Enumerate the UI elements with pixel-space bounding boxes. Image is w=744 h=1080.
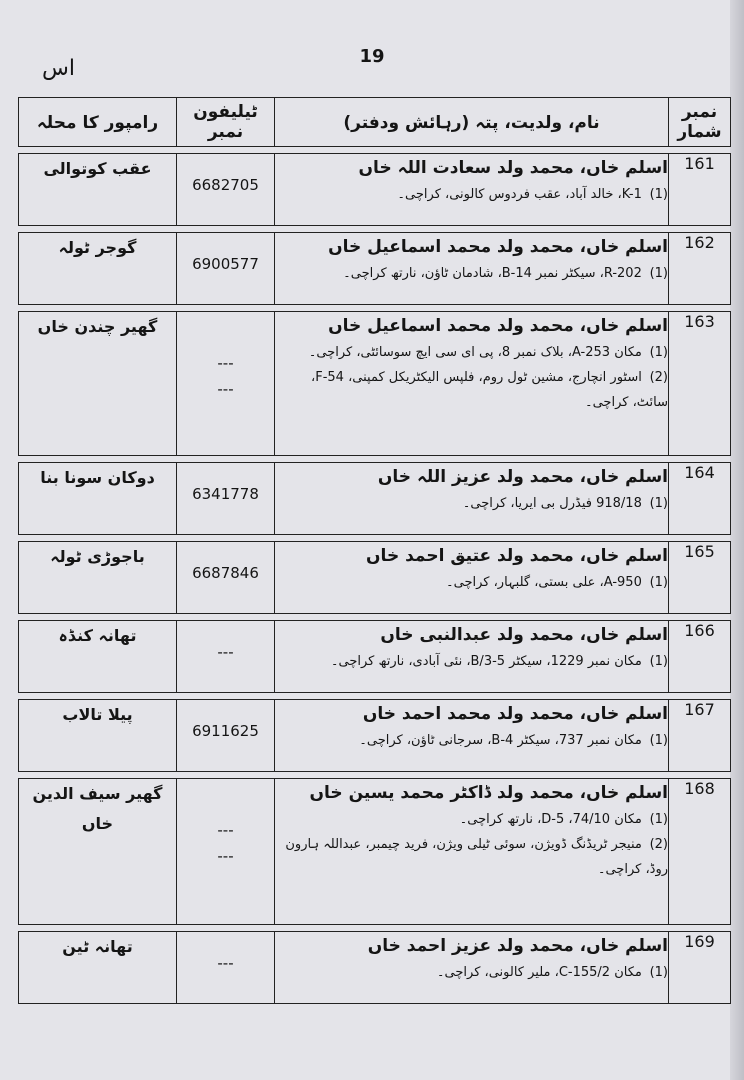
entry-details — [275, 463, 669, 535]
spacer-cell — [177, 305, 275, 312]
entry-details — [275, 312, 669, 456]
spacer-cell — [177, 535, 275, 542]
serial-number: 165 — [669, 542, 731, 614]
address-index: (1) — [649, 965, 668, 980]
address-line — [275, 960, 668, 985]
address-text: A-950، علی بستی، گلبہار، کراچی۔ — [446, 575, 642, 590]
spacer-cell — [669, 693, 731, 700]
telephone-cell — [177, 233, 275, 305]
header-mohalla: رامپور کا محلہ — [19, 98, 177, 147]
table-row — [19, 542, 731, 614]
address-text: اسٹور انچارج، مشین ٹول روم، فلپس الیکٹریکل کمپنی، F-54، سائٹ، کراچی۔ — [311, 370, 668, 410]
telephone-cell — [177, 154, 275, 226]
person-name: اسلم خاں، محمد ولد عزیز احمد خاں — [367, 936, 668, 956]
telephone-number: --- — [217, 821, 234, 839]
row-spacer — [19, 925, 731, 932]
spacer-cell — [669, 614, 731, 621]
spacer-cell — [669, 147, 731, 154]
spacer-cell — [19, 693, 177, 700]
address-index: (1) — [649, 575, 668, 590]
rampur-mohalla: گھیر چندن خاں — [19, 312, 177, 456]
spacer-cell — [275, 456, 669, 463]
serial-number: 161 — [669, 154, 731, 226]
telephone-number: 6900577 — [192, 255, 259, 273]
address-line — [275, 491, 668, 516]
person-name: اسلم خاں، محمد ولد محمد اسماعیل خاں — [328, 237, 668, 257]
address-text: مکان نمبر 1229، سیکٹر B/3-5، نئی آبادی، نارتھ کراچی۔ — [330, 654, 642, 669]
spacer-cell — [19, 925, 177, 932]
telephone-number: 6687846 — [192, 564, 259, 582]
row-spacer — [19, 772, 731, 779]
table-row — [19, 463, 731, 535]
address-line — [275, 728, 668, 753]
spacer-cell — [669, 226, 731, 233]
row-spacer — [19, 456, 731, 463]
person-name: اسلم خاں، محمد ولد عزیز اللہ خاں — [377, 467, 668, 487]
address-index: (1) — [649, 496, 668, 511]
address-line — [275, 807, 668, 832]
spacer-cell — [19, 147, 177, 154]
spacer-cell — [19, 772, 177, 779]
person-name: اسلم خاں، محمد ولد عبدالنبی خاں — [380, 625, 668, 645]
spacer-cell — [177, 925, 275, 932]
telephone-cell — [177, 779, 275, 925]
person-name: اسلم خاں، محمد ولد محمد اسماعیل خاں — [328, 316, 668, 336]
telephone-number: --- — [217, 954, 234, 972]
entry-details — [275, 700, 669, 772]
serial-number: 168 — [669, 779, 731, 925]
row-spacer — [19, 693, 731, 700]
telephone-cell — [177, 932, 275, 1004]
telephone-number: --- — [217, 380, 234, 398]
header-name: نام، ولدیت، پتہ (رہائش ودفتر) — [275, 98, 669, 147]
spacer-cell — [275, 772, 669, 779]
rampur-mohalla: گوجر ٹولہ — [19, 233, 177, 305]
spacer-cell — [669, 305, 731, 312]
rampur-mohalla: گھیر سیف الدین خاں — [19, 779, 177, 925]
corner-label: اس — [42, 56, 75, 81]
rampur-mohalla: پیلا تالاب — [19, 700, 177, 772]
entry-details — [275, 542, 669, 614]
address-index: (1) — [649, 654, 668, 669]
rampur-mohalla: تھانہ ٹین — [19, 932, 177, 1004]
directory-table — [18, 97, 731, 1004]
telephone-cell — [177, 312, 275, 456]
spacer-cell — [275, 614, 669, 621]
table-row — [19, 700, 731, 772]
row-spacer — [19, 614, 731, 621]
entry-details — [275, 779, 669, 925]
telephone-cell — [177, 621, 275, 693]
serial-number: 167 — [669, 700, 731, 772]
address-text: مکان A-253، بلاک نمبر 8، پی ای سی ایچ سوسائٹی، کراچی۔ — [308, 345, 642, 360]
spacer-cell — [19, 305, 177, 312]
telephone-number: 6341778 — [192, 485, 259, 503]
header-phone: ٹیلیفون نمبر — [177, 98, 275, 147]
row-spacer — [19, 226, 731, 233]
telephone-number: --- — [217, 643, 234, 661]
spacer-cell — [177, 456, 275, 463]
spacer-cell — [177, 772, 275, 779]
table-row — [19, 154, 731, 226]
address-line — [275, 649, 668, 674]
person-name: اسلم خاں، محمد ولد عتیق احمد خاں — [366, 546, 668, 566]
serial-number: 162 — [669, 233, 731, 305]
telephone-number: --- — [217, 354, 234, 372]
spacer-cell — [177, 614, 275, 621]
rampur-mohalla: باجوڑی ٹولہ — [19, 542, 177, 614]
spacer-cell — [275, 226, 669, 233]
address-text: مکان C-155/2، ملیر کالونی، کراچی۔ — [436, 965, 642, 980]
address-line — [275, 182, 668, 207]
spacer-cell — [19, 614, 177, 621]
address-text: K-1، خالد آباد، عقب فردوس کالونی، کراچی۔ — [397, 187, 642, 202]
address-index: (1) — [649, 733, 668, 748]
serial-number: 166 — [669, 621, 731, 693]
spacer-cell — [19, 226, 177, 233]
address-index: (1) — [649, 812, 668, 827]
address-text: 918/18 فیڈرل بی ایریا، کراچی۔ — [462, 496, 642, 511]
row-spacer — [19, 305, 731, 312]
rampur-mohalla: تھانہ کنڈہ — [19, 621, 177, 693]
entry-details — [275, 154, 669, 226]
spacer-cell — [669, 456, 731, 463]
row-spacer — [19, 147, 731, 154]
address-text: R-202، سیکٹر نمبر B-14، شادمان ٹاؤن، نارتھ کراچی۔ — [343, 266, 642, 281]
spacer-cell — [275, 925, 669, 932]
telephone-number: 6682705 — [192, 176, 259, 194]
serial-number: 164 — [669, 463, 731, 535]
address-line — [275, 570, 668, 595]
serial-number: 163 — [669, 312, 731, 456]
address-text: منیجر ٹریڈنگ ڈویژن، سوئی ٹیلی ویژن، فرید چیمبر، عبداللہ ہارون روڈ، کراچی۔ — [285, 837, 668, 877]
spacer-cell — [177, 226, 275, 233]
spacer-cell — [19, 456, 177, 463]
table-row — [19, 233, 731, 305]
address-line — [275, 365, 668, 415]
rampur-mohalla: دوکان سونا بنا — [19, 463, 177, 535]
person-name: اسلم خاں، محمد ولد سعادت اللہ خاں — [358, 158, 668, 178]
telephone-number: 6911625 — [192, 722, 259, 740]
address-line — [275, 832, 668, 882]
book-binding-edge — [730, 0, 744, 1080]
telephone-number: --- — [217, 847, 234, 865]
address-index: (1) — [649, 345, 668, 360]
address-index: (2) — [649, 370, 668, 385]
address-index: (1) — [649, 266, 668, 281]
table-row — [19, 779, 731, 925]
entry-details — [275, 932, 669, 1004]
person-name: اسلم خاں، محمد ولد محمد احمد خاں — [362, 704, 668, 724]
spacer-cell — [177, 693, 275, 700]
table-row — [19, 932, 731, 1004]
page-number: 19 — [359, 46, 385, 67]
person-name: اسلم خاں، محمد ولد ڈاکٹر محمد یسین خاں — [309, 783, 668, 803]
serial-number: 169 — [669, 932, 731, 1004]
address-line — [275, 261, 668, 286]
spacer-cell — [275, 535, 669, 542]
address-index: (1) — [649, 187, 668, 202]
spacer-cell — [275, 305, 669, 312]
header-row — [19, 98, 731, 147]
spacer-cell — [177, 147, 275, 154]
spacer-cell — [275, 147, 669, 154]
spacer-cell — [669, 925, 731, 932]
spacer-cell — [669, 772, 731, 779]
spacer-cell — [275, 693, 669, 700]
rampur-mohalla: عقب کوتوالی — [19, 154, 177, 226]
address-index: (2) — [649, 837, 668, 852]
table-row — [19, 621, 731, 693]
spacer-cell — [669, 535, 731, 542]
directory-rows — [19, 147, 731, 1004]
header-serial: نمبر شمار — [669, 98, 731, 147]
address-text: مکان نمبر 737، سیکٹر B-4، سرجانی ٹاؤن، کراچی۔ — [359, 733, 642, 748]
telephone-cell — [177, 700, 275, 772]
address-line — [275, 340, 668, 365]
table-row — [19, 312, 731, 456]
row-spacer — [19, 535, 731, 542]
telephone-cell — [177, 542, 275, 614]
telephone-cell — [177, 463, 275, 535]
address-text: مکان 74/10، D-5، نارتھ کراچی۔ — [459, 812, 642, 827]
entry-details — [275, 621, 669, 693]
spacer-cell — [19, 535, 177, 542]
entry-details — [275, 233, 669, 305]
